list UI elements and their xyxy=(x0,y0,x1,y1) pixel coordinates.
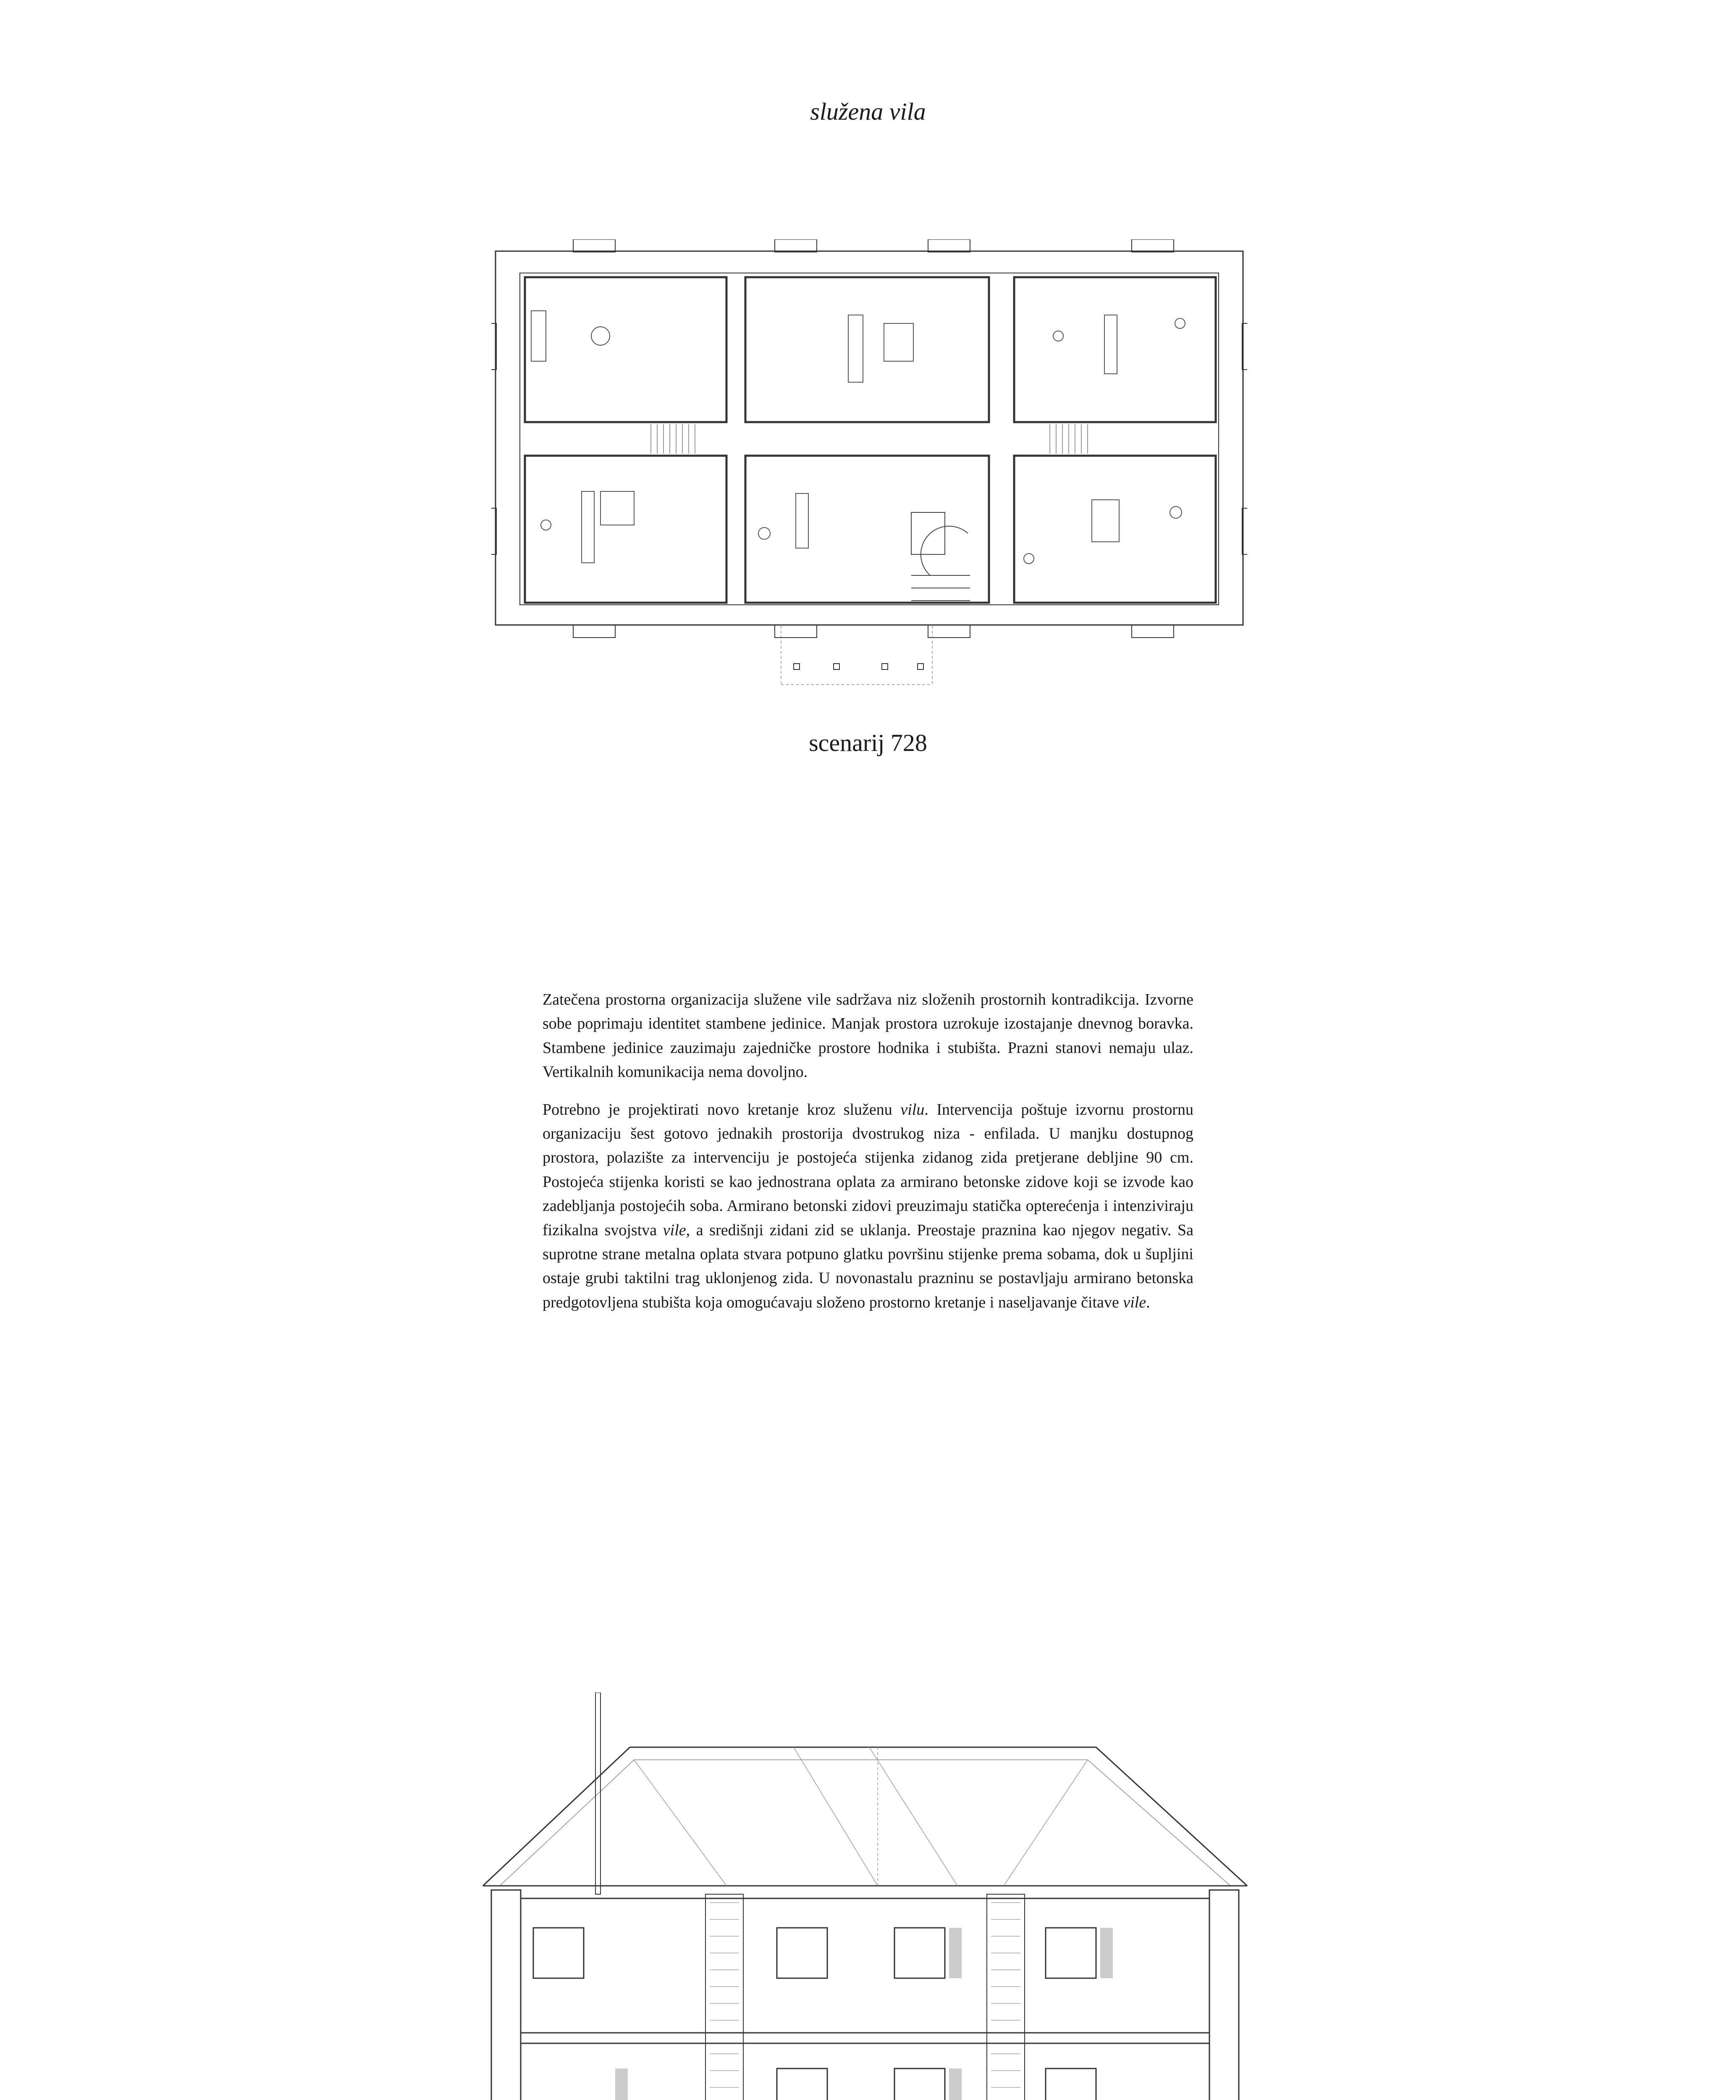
room-bottom-right xyxy=(1014,456,1216,603)
roof xyxy=(483,1747,1247,1886)
stair-shafts xyxy=(705,1894,1025,2100)
table xyxy=(591,327,610,345)
floor-plan xyxy=(491,239,1247,689)
partition xyxy=(582,491,594,563)
description-text xyxy=(543,988,1193,1328)
page-title: služena vila xyxy=(810,98,926,125)
furniture xyxy=(531,311,1185,564)
kitchen-island xyxy=(848,315,863,382)
entrance-porch xyxy=(781,626,932,685)
cooktop xyxy=(884,323,913,361)
paragraph-1: Zatečena prostorna organizacija služene vile sadržava niz složenih prostornih kontradikcija. Izvorne sobe poprimaju identitet stambene jedinice. Manjak prostora uzrokuje izostajanje dnevnog boravka. Stambene jedinice zauzimaju zajedničke prostore hodnika i stubišta. Prazni stanovi nemaju ulaz. Vertikalnih komunikacija nema dovoljno. xyxy=(543,991,1193,1081)
inner-wall xyxy=(520,273,1219,605)
room-bottom-center xyxy=(745,456,989,603)
shutters xyxy=(615,1928,1113,2100)
paragraph-2: Potrebno je projektirati novo kretanje kroz služenu vilu. Intervencija poštuje izvornu prostornu organizaciju šest gotovo jednakih prostorija dvostrukog niza - enfilada. U manjku dostupnog prostora, polazište za intervenciju je postojeća stijenka zidanog zida pretjerane debljine 90 cm. Postojeća stijenka koristi se kao jednostrana oplata za armirano betonske zidove koji se izvode kao zadebljanja postojećih soba. Armirano betonski zidovi preuzimaju statička opterećenja i intenziviraju fizikalna svojstva vile, a središnji zidani zid se uklanja. Preostaje praznina kao njegov negativ. Sa suprotne strane metalna oplata stvara potpuno glatku površinu stijenke prema sobama, dok u šupljini ostaje grubi taktilni trag uklonjenog zida. U novonastalu prazninu se postavljaju armirano betonska predgotovljena stubišta koja omogućavaju složeno prostorno kretanje i naseljavanje čitave vile. xyxy=(543,1100,1194,1311)
sofa xyxy=(531,311,546,361)
walls xyxy=(475,1890,1256,2100)
room-top-right xyxy=(1014,277,1216,422)
desk xyxy=(1104,315,1117,374)
plan-caption: scenarij 728 xyxy=(809,729,927,756)
room-bottom-left xyxy=(525,456,726,603)
bed xyxy=(601,491,634,525)
island xyxy=(796,494,808,548)
bath xyxy=(1092,500,1119,542)
rooms xyxy=(525,277,1216,603)
porch-columns xyxy=(794,664,923,669)
wall-pilasters xyxy=(491,239,1247,638)
room-top-center xyxy=(745,277,989,422)
stair xyxy=(911,512,970,601)
longitudinal-section xyxy=(475,1693,1256,2100)
outer-wall xyxy=(496,251,1243,625)
room-top-left xyxy=(525,277,726,422)
corridor-stairs xyxy=(651,424,1088,454)
